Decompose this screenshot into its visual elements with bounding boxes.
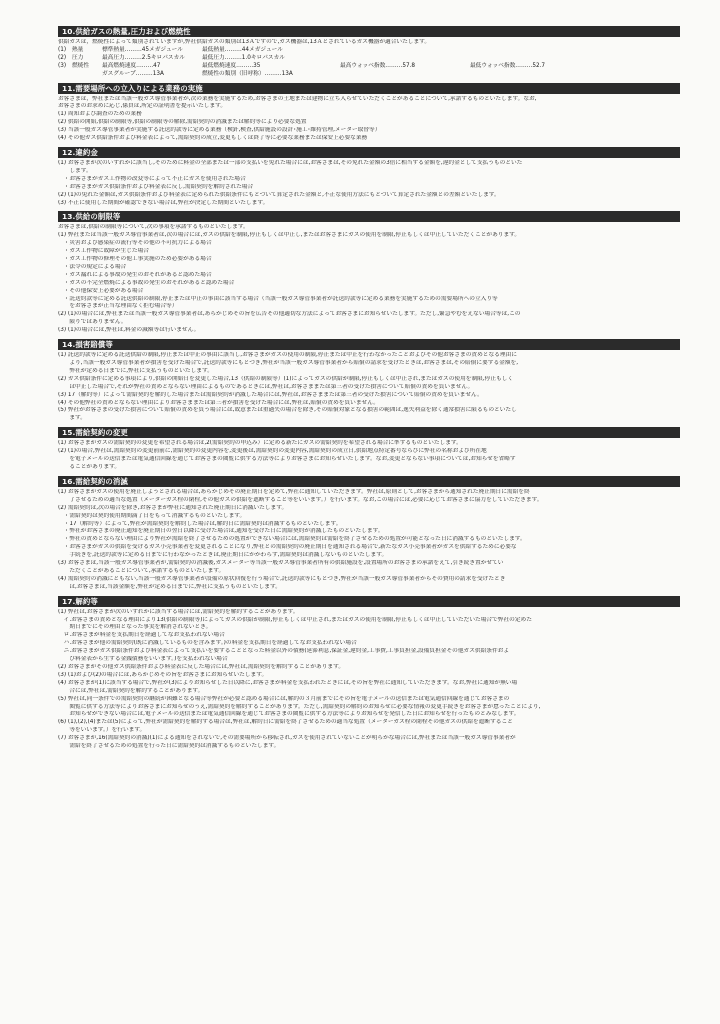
section-12 [58,147,680,207]
gas-spec-cell [58,71,72,79]
gas-spec-cell: 標準熱量………45メガジュール [102,46,183,53]
text-line: お客さまのお求めに応じ,係員は,所定の証明書を提示いたします。 [58,103,227,110]
text-line: 等をいいます。）を行います。 [58,727,146,734]
text-line: は中止した場合で,それが弊社の責めとならない理由によるものであるときには,弊社は,お客さままたは第三者の受けた損害について賠償の責めを負いません。 [58,383,474,390]
text-line: より,当該一般ガス導管事業者が損害を受けた場合で,託送約款等にもとづき,弊社が当該一般ガス導管事業者から賠償の請求を受けたときは,お客さまは,その賠償に要する金額を, [58,360,519,366]
text-line: 需給を終了させるための処置を行った日に需給契約は消滅するものといたします。 [58,743,280,750]
text-line: ・ガス工作物に故障が生じた場合 [58,248,149,255]
text-line: (3) (1)の場合には,弊社は,料金の減額等は行いません。 [58,327,200,334]
text-line: (7) お客さまが,16(需給契約の消滅)(1)による通知をされないで,その需要場所から移転され,ガスを使用されていないことが明らかな場合には,弊社または当該一般ガス導管事業者が [58,735,516,742]
text-line: (3) 当該一般ガス導管事業者が実施する託送約款等に定める業務（検針,検査,供給施設の設計･施工･維持管理,メーター取替等） [58,127,381,134]
text-line: 限りではありません。 [58,319,127,326]
section-15 [58,427,680,472]
text-line: ・弊社がお客さまの廃止通知を廃止期日の翌日以降に受けた場合は,通知を受けた日に需給契約が消滅したものといたします。 [58,528,384,535]
text-line: (4) その他弊社の責めとならない理由によりお客さままたは第三者が損害を受けた場合には,弊社は,賠償の責めを負いません。 [58,399,379,406]
section-11 [58,83,680,143]
section-heading: 16.需給契約の消滅 [58,476,680,487]
text-line: お知らせができない場合には,電子メールの送信または電気通信回線を通じてお客さまの閲覧に供する方法等によりお知らせを発信した日にお知らせを行ったものとみなします。 [58,711,520,718]
section-heading: 10.供給ガスの熱量,圧力および燃焼性 [58,26,680,37]
text-line: ・ガスの不完全燃焼による事故の発生のおそれがあると認めた場合 [58,279,235,286]
text-line: ハ.お客さまが他の需給契約(既に消滅しているものを含みます。)の料金を支払期日を経過してなお支払われない場合 [58,640,357,647]
gas-spec-cell: 最低ウォッベ指数………52.7 [470,62,545,69]
gas-spec-cell [340,55,470,63]
text-line: ただくことがあることについて,承諾するものといたします。 [58,567,225,574]
text-line: (2) お客さまがその他ガス供給条件および料金表に反した場合には,弊社は,需給契約を解約することがあります。 [58,664,345,670]
text-line: (1) お客さまがガスの使用を廃止しようとされる場合は,あらかじめその廃止期日を定めて,弊社に通知していただきます。弊社は,原則として,お客さまから通知された廃止期日に需給を終 [58,488,530,495]
gas-spec-cell: (1) [58,46,67,53]
section-intro: 供給ガスは，燃焼性によって類別されていますが,弊社供給ガスの類別は13Ａですので,ガス機器は,13Ａとされているガス機器が適合いたします。 [58,39,431,45]
text-line: ・託送約款等に定める託送供給の制限,停止または中止の事由に該当する場合（当該一般ガス導管事業者が託送約款等に定める業務を実施するための需要場所への立入り等 [58,295,498,302]
text-line: (2) 供給の開始,供給の制限等,供給の制限等の解除,需給契約の消滅または解約等により必要な処置 [58,119,307,126]
gas-spec-cell [340,47,470,55]
gas-spec-cell [470,47,590,55]
text-line: 閲覧に供する方法等によりお客さまにお知らせのうえ,需給契約を解約することがあります。ただし,需給契約の解約のお知らせに必要な情報の変更手続きをお客さまが怠ったことにより, [58,703,541,710]
gas-spec-cell [470,55,590,63]
text-line: 了させるための適当な処置（メーターガス栓の閉栓,その他ガスの供給を遮断すること等をいいます。）を行います。なお,この場合には,必要に応じてお客さまに協力をしていただきます。 [58,496,543,503]
text-line: (2) (1)の場合,弊社は,需給契約の変更前前に,需給契約の変更内容を,変更後は,需給契約の変更内容,需給契約の成立日,供給地点特定番号ならびに弊社の名称および所在地 [58,448,487,455]
text-line: (2) 需給契約は,次の場合を除き,お客さまが弊社に通知された廃止期日に消滅いたします。 [58,504,288,511]
text-line: (3) 17（解約等）によって需給契約を解約した場合または需給契約が消滅した場合には,弊社は,お客さままたは第三者の受けた損害について賠償の責めを負いません。 [58,391,483,398]
text-line: ・お客さまがガス工作物の改変等によって不正にガスを使用された場合 [58,175,246,182]
text-line: ・その他保安上必要がある場合 [58,287,144,294]
gas-spec-row [58,55,680,63]
text-line: お客さまは，弊社または当該一般ガス導管事業者が,次の業務を実施するため,お客さまの土地または建物に立ち入らせていただくことがあることについて,承諾するものといたします。なお, [58,95,537,102]
text-line: ・需給契約は契約使用期間満了日をもって消滅するものといたします。 [58,512,246,519]
text-line: (1) 託送約款等に定める託送供給の制限,停止または中止の事由に該当し,お客さまがガスの使用の制限,停止または中止を行わなかったことおよびその他お客さまの責めとなる理由に [58,352,517,359]
text-line: (1) お客さまが次のいずれかに該当し,そのために料金の全部または一部の支払いを免れた場合には,お客さまは,その免れた金額の3倍に相当する金額を,違約金として支払うものといた [58,159,523,166]
text-line: をお客さまが正当な理由なく拒む場合等） [58,303,178,310]
text-line: (1) お客さまがガスの需給契約の変更を希望される場合は,2(需給契約の申込み）に定める新たにガスの需給契約を希望される場合に準ずるものといたします。 [58,440,462,447]
gas-spec-cell [470,71,590,79]
text-line: (1) 弊社または当該一般ガス導管事業者は,次の場合には,ガスの供給を制限,停止もしくは中止し,またはお客さまにガスの使用を制限,停止もしくは中止していただくことがあります。 [58,232,521,239]
gas-spec-cell: 最低燃焼速度………35 [202,62,261,69]
gas-spec-cell: ガスグループ………13A [102,70,164,77]
text-line: ・法令の規定による場合 [58,263,127,270]
gas-spec-cell: 熱量 [72,46,84,53]
text-line: (4) お客さまが(1)に該当する場合で,弊社が(3)によりお知らせした日以降に,お客さまが料金を支払われたときには,その旨を弊社に通知していただきます。なお,弊社に通知が無い場 [58,679,518,686]
text-line: (3) お客さまは,当該一般ガス導管事業者が,需給契約の消滅後,ガスメーター等当該一般ガス導管事業者所有の供給施設を,設置場所のお客さまの承諾をえて,引き続き置かせてい [58,560,504,567]
text-line: (2) (1)の場合には,弊社または当該一般ガス導管事業者は,あらかじめその旨を広告その他適切な方法によってお客さまにお知らせいたします。ただし,緊急やむをえない場合等は,この [58,311,521,318]
text-line: (4) 需給契約の消滅にともない,当該一般ガス導管事業者が設備の原状回復を行う場合で,託送約款等にもとづき,弊社が当該一般ガス導管事業者からその費用の請求を受けたとき [58,575,506,582]
text-line: ・災害および感染症の流行等その他の不可抗力による場合 [58,240,212,247]
gas-spec-row [58,71,680,79]
section-10 [58,26,680,79]
gas-spec-cell: 燃焼性 [72,62,90,69]
gas-spec-cell: 最低圧力………1.0キロパスカル [202,54,285,61]
gas-spec-cell [340,71,470,79]
section-13 [58,211,680,335]
text-line: を電子メールの送信または電気通信回線を通じてお客さまの閲覧に供する方法等によりお客さまにお知らせいたします。なお,変更とならない事項については,お知らせを省略す [58,456,516,463]
text-line: 弊社が定める日までに,弊社に支払うものといたします。 [58,367,213,374]
text-line: イ.お客さまの責めとなる理由により13(供給の制限等)によってガスの供給が制限,停止もしくは中止され,またはガスの使用を制限,停止もしくは中止していただいた場合で弊社の定めた [58,616,532,623]
section-heading: 12.違約金 [58,147,680,158]
text-line: (3) 不正に使用した期間が確認できない場合は,弊社が決定した期間といたします。 [58,199,269,206]
gas-spec-cell: 最高ウォッベ指数………57.8 [340,62,415,69]
gas-spec-cell: (2) [58,54,67,61]
gas-spec-cell: (3) [58,62,67,69]
text-line: 合には,弊社は,需給契約を解約することがあります。 [58,687,204,694]
gas-spec-cell: 圧力 [72,54,84,61]
section-heading: 17.解約等 [58,596,680,607]
text-line: (5) 弊社がお客さまの受けた損害について賠償の責めを負う場合には,故意または重過失の場合を除き,その賠償対象となる損害の範囲は,逸失利益を除く通常損害に限るものといたし [58,407,517,414]
text-line: は,お客さまは,当該金額を,弊社が定める日までに,弊社に支払うものといたします。 [58,583,281,590]
section-heading: 15.需給契約の変更 [58,427,680,438]
text-line: (4) その他ガス供給条件および料金表によって,需給契約の成立,変更もしくは終了等に必要な業務または保安上必要な業務 [58,135,368,142]
section-14 [58,339,680,423]
text-line: ・お客さまがガスの供給を受けるガス小売事業者を変更されることになり,弊社との需給契約の廃止期日を通知される場合で,新たなガス小売事業者がガスを供給するために必要な [58,544,517,551]
gas-spec-cell: 最低熱量………44メガジュール [202,46,283,53]
section-16 [58,476,680,592]
text-line: び料金表から生ずる金銭債務をいいます。)を支払われない場合 [58,656,228,663]
section-17 [58,596,680,751]
text-line: ・ガス工作物の修理その他工事実施のため必要がある場合 [58,256,212,263]
text-line: ・弊社の責めとならない理由により弊社が需給を終了させるための処置ができない場合には,需給契約は需給を終了させるための処置が可能となった日に消滅するものといたします。 [58,536,526,543]
gas-spec-cell: 最高燃焼速度………47 [102,62,161,69]
text-line: ることがあります。 [58,463,121,470]
text-line: 期日までにその理由となった事実を解消されないとき。 [58,624,212,631]
text-line: (3) (1)および(2)の場合には,あらかじめその旨をお客さまにお知らせいたします。 [58,671,268,678]
text-line: お客さまは,供給の制限等について,次の事項を承諾するものといたします。 [58,224,249,231]
section-heading: 13.供給の制限等 [58,211,680,222]
text-line: (1) 周知および調査のための業務 [58,111,142,118]
text-line: ロ.お客さまが料金を支払期日を経過してなお支払われない場合 [58,632,225,639]
text-line: ニ.お客さまがガス供給条件および料金表によって支払いを要することとなった料金以外の債務(延滞利息,保証金,違約金,工事費,工事負担金,設備負担金その他ガス供給条件およ [58,648,510,655]
section-heading: 11.需要場所への立入りによる業務の実施 [58,83,680,94]
text-line: (6) (1),(2),(4)または(5)によって,弊社が需給契約を解約する場合は,弊社は,解約日に需給を終了させるための適当な処置（メーターガス栓の閉栓その他ガスの供給を遮断すること [58,719,513,726]
text-line: (5) 弊社は,同一条件での需給契約の継続が困難となる場合等弊社が必要と認める場合には,解約の３月前までにその旨を電子メールの送信または電気通信回線を通じてお客さまの [58,695,510,702]
text-line: ・ガス漏れによる事故の発生のおそれがあると認めた場合 [58,271,212,278]
gas-spec-row [58,63,680,71]
text-line: ・17（解約等）によって,弊社が需給契約を解約した場合は,解約日に需給契約は消滅するものといたします。 [58,520,342,527]
text-line: (2) ガス供給条件に定める事項により,供給の開始日を変更した場合,13（供給の制限等）(1)によってガスの供給が制限,停止もしくは中止され,またはガスの使用を制限,停止もしく [58,375,514,382]
gas-spec-cell [72,71,102,79]
text-line: (2) (1)の免れた金額は,ガス供給条件および料金表に定められた供給条件にもとづいて算定された金額と,不正な使用方法にもとづいて算定された金額との差額といたします。 [58,191,500,198]
gas-spec-cell: 最高圧力………2.5キロパスカル [102,54,185,61]
text-line: (1) 弊社は,お客さまが次のいずれかに該当する場合には,需給契約を解約することがあります。 [58,608,299,615]
section-heading: 14.損害賠償等 [58,339,680,350]
text-line: します。 [58,167,92,174]
text-line: 手続きを,託送約款等に定める日までに行わなかったときは,廃止期日にかかわらず,需給契約は消滅しないものといたします。 [58,552,388,559]
text-line: ます。 [58,415,86,422]
gas-spec-row [58,47,680,55]
gas-spec-cell: 燃焼性の類別（旧呼称）………13A [202,70,293,77]
text-line: ・お客さまがガス供給条件および料金表に反し,需給契約を解約された場合 [58,183,254,190]
